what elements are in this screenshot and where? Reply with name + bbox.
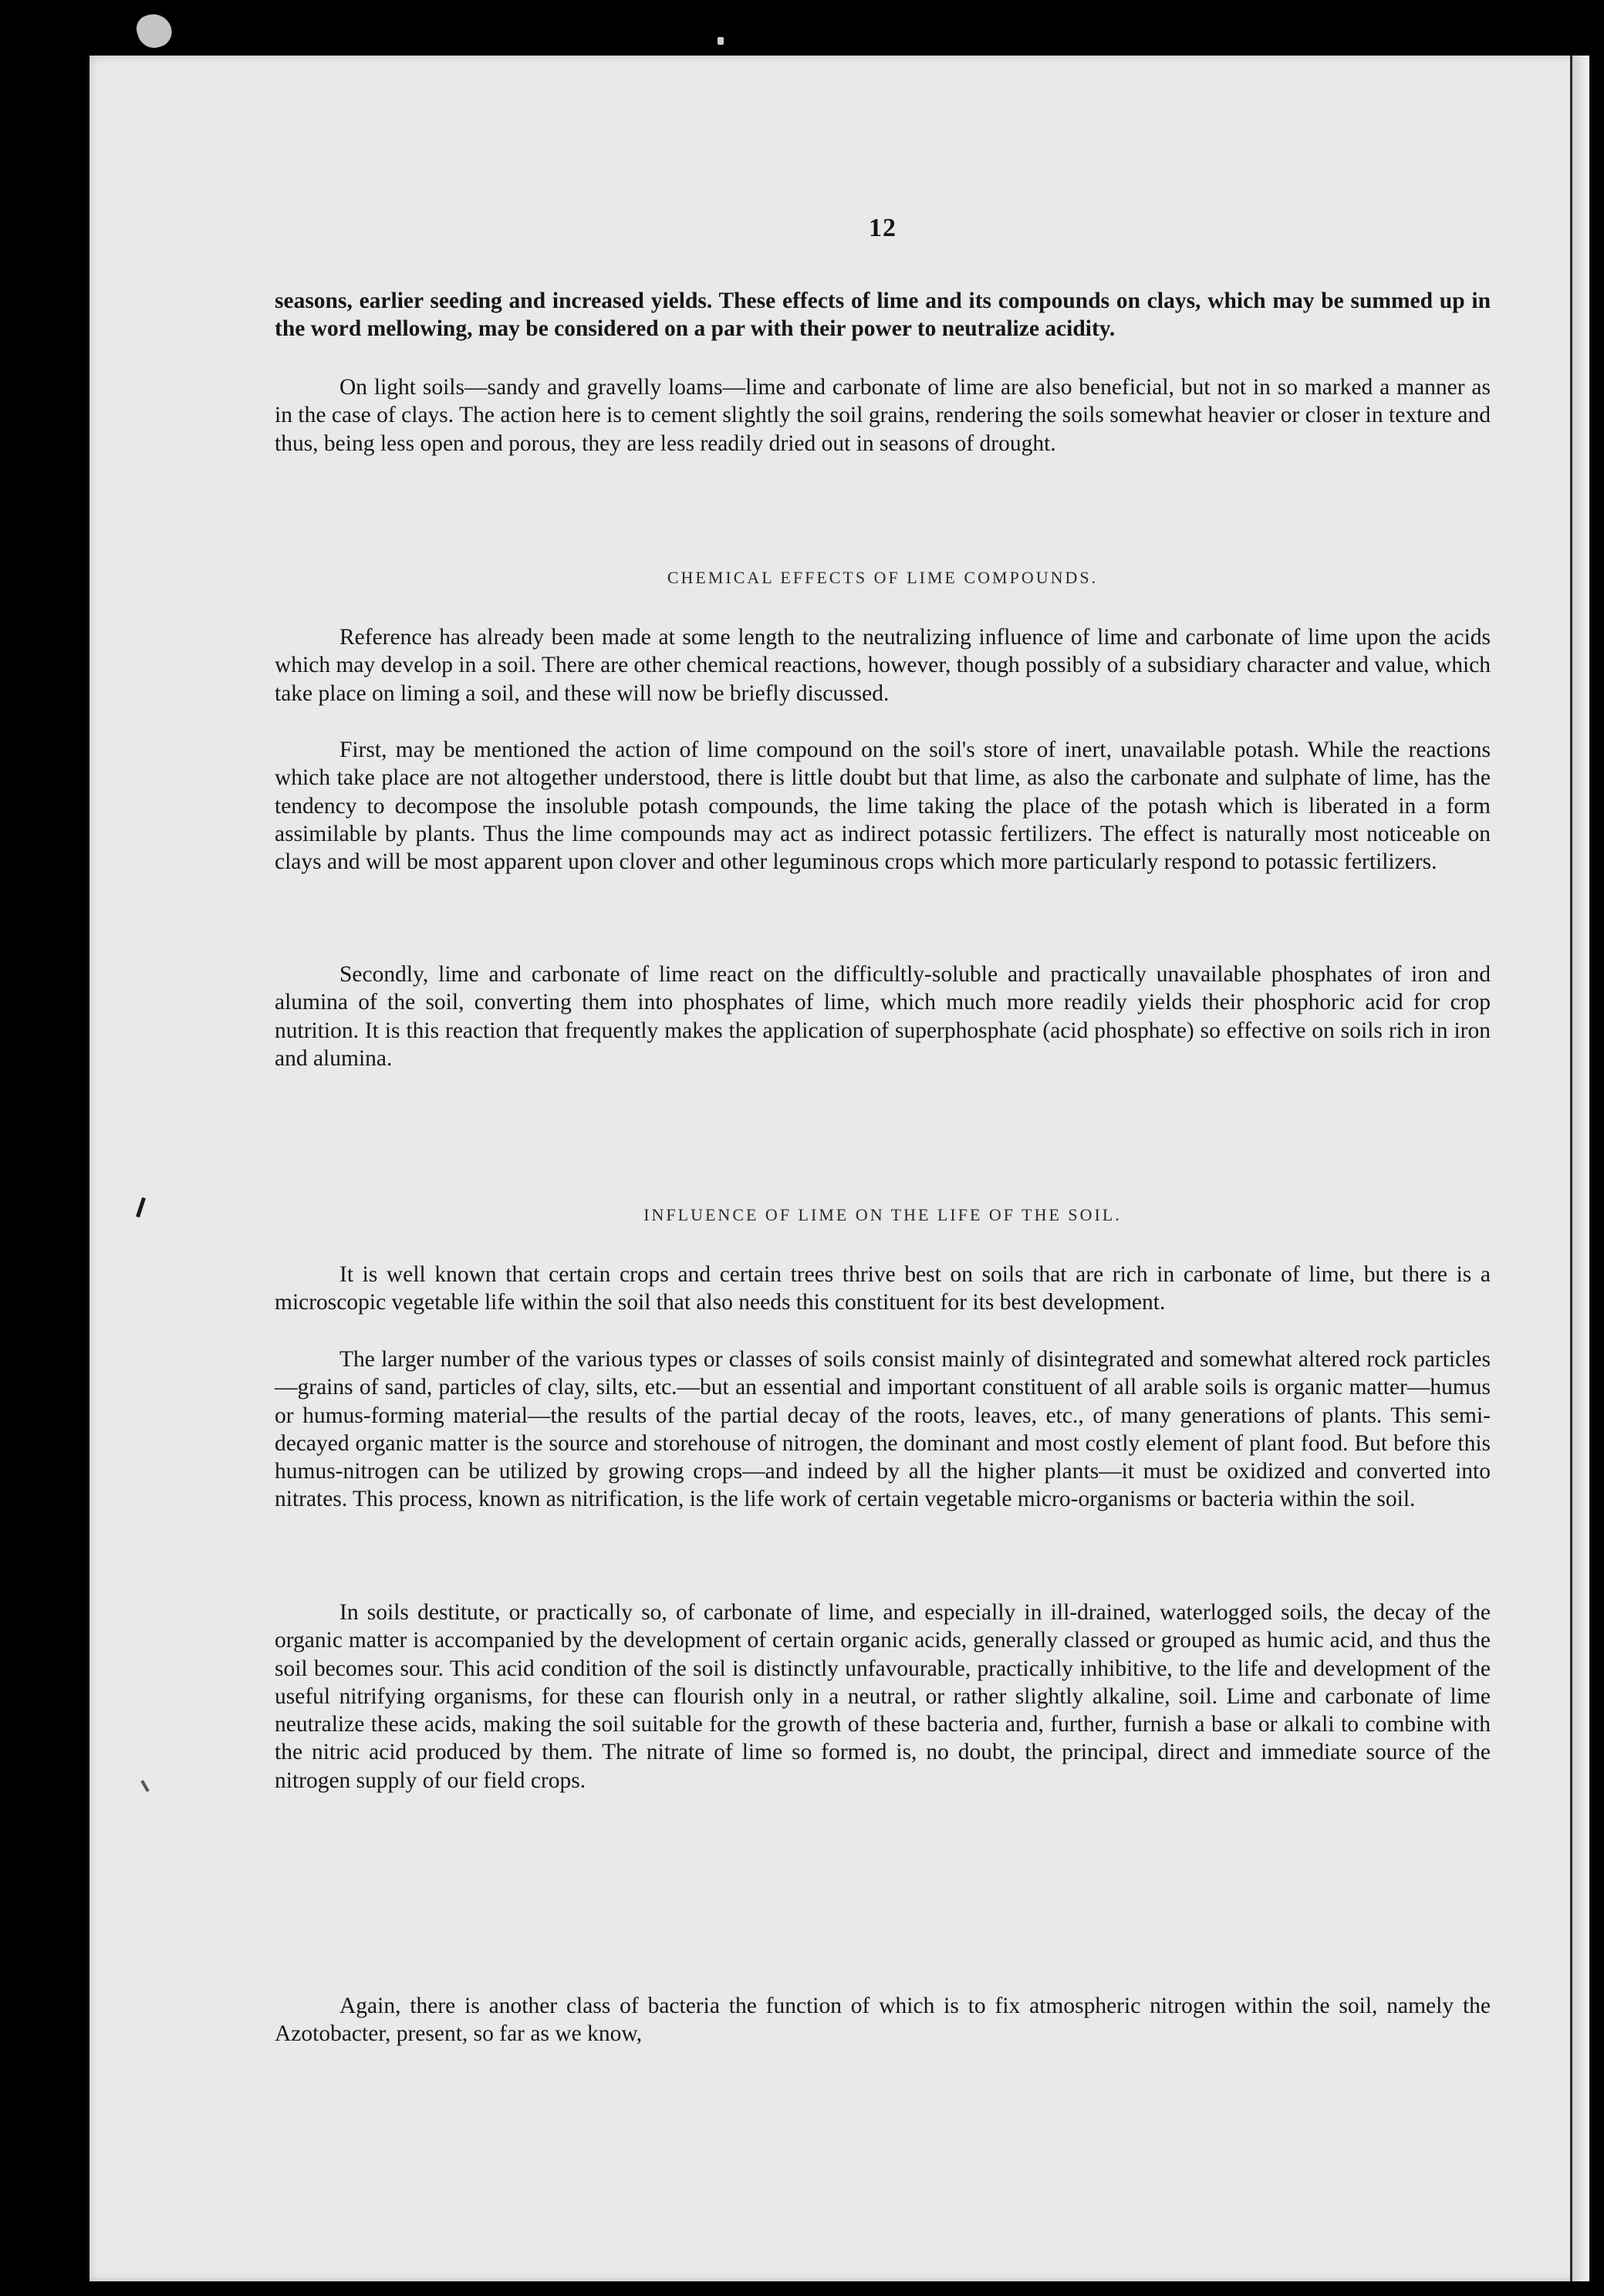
paragraph-7: The larger number of the various types or classes of soils consist mainly of disintegrated and somewhat altered rock particles—grains of sand, particles of clay, silts, etc.—but an essential and important constituent of all arable soils is organic matter—humus or humus-forming material—the results of the partial decay of the roots, leaves, etc., of many generations of plants. This semi-decayed organic matter is the source and storehouse of nitrogen, the dominant and most costly element of plant food. But before this humus-nitrogen can be utilized by growing crops—and indeed by all the higher plants—it must be oxidized and converted into nitrates. This process, known as nitrification, is the life work of certain vegetable micro-organisms or bacteria within the soil.	[275, 1347, 1491, 1512]
paragraph-3: Reference has already been made at some length to the neutralizing influence of lime and carbonate of lime upon the acids which may develop in a soil. There are other chemical reactions, however, though possibly of a subsidiary character and value, which take place on liming a soil, and these will now be briefly discussed.	[275, 625, 1491, 706]
section-heading-chemical-effects: CHEMICAL EFFECTS OF LIME COMPOUNDS.	[667, 568, 1099, 587]
page-number: 12	[869, 214, 897, 242]
paragraph-2: On light soils—sandy and gravelly loams—lime and carbonate of lime are also beneficial, but not in so marked a manner as in the case of clays. The action here is to cement slightly the soil grains, rendering the soils somewhat heavier or closer in texture and thus, being less open and porous, they are less readily dried out in seasons of drought.	[275, 375, 1491, 456]
page-edge-shadow	[1570, 56, 1589, 2281]
paragraph-8: In soils destitute, or practically so, of carbonate of lime, and especially in ill-drained, waterlogged soils, the decay of the organic matter is accompanied by the development of certain organic acids, generally classed or grouped as humic acid, and thus the soil becomes sour. This acid condition of the soil is distinctly unfavourable, practically inhibitive, to the life and development of the useful nitrifying organisms, for these can flourish only in a neutral, or rather slightly alkaline, soil. Lime and carbonate of lime neutralize these acids, making the soil suitable for the growth of these bacteria and, further, furnish a base or alkali to combine with the nitric acid produced by them. The nitrate of lime so formed is, no doubt, the principal, direct and immediate source of the nitrogen supply of our field crops.	[275, 1600, 1491, 1793]
scan-blemish-top	[718, 37, 724, 45]
paragraph-5: Secondly, lime and carbonate of lime react on the difficultly-soluble and practically unavailable phosphates of iron and alumina of the soil, converting them into phosphates of lime, which much more readily yields their phosphoric acid for crop nutrition. It is this reaction that frequently makes the application of superphosphate (acid phosphate) so effective on soils rich in iron and alumina.	[275, 962, 1491, 1071]
paragraph-6: It is well known that certain crops and certain trees thrive best on soils that are rich in carbonate of lime, but there is a microscopic vegetable life within the soil that also needs this constituent for its best development.	[275, 1262, 1491, 1315]
paragraph-1: seasons, earlier seeding and increased yields. These effects of lime and its compounds on clays, which may be summed up in the word mellowing, may be considered on a par with their power to neutralize acidity.	[275, 289, 1491, 342]
scanned-page	[89, 56, 1589, 2281]
section-heading-influence-of-lime: INFLUENCE OF LIME ON THE LIFE OF THE SOIL.	[643, 1205, 1122, 1224]
paragraph-9: Again, there is another class of bacteria the function of which is to fix atmospheric nitrogen within the soil, namely the Azotobacter, present, so far as we know,	[275, 1994, 1491, 2047]
scan-blemish-top-left	[133, 9, 175, 52]
margin-mark	[140, 1780, 149, 1792]
paragraph-4: First, may be mentioned the action of lime compound on the soil's store of inert, unavailable potash. While the reactions which take place are not altogether understood, there is little doubt but that lime, as also the carbonate and sulphate of lime, has the tendency to decompose the insoluble potash compounds, the lime taking the place of the potash which is liberated in a form assimilable by plants. Thus the lime compounds may act as indirect potassic fertilizers. The effect is naturally most noticeable on clays and will be most apparent upon clover and other leguminous crops which more particularly respond to potassic fertilizers.	[275, 738, 1491, 875]
margin-mark	[136, 1197, 146, 1217]
